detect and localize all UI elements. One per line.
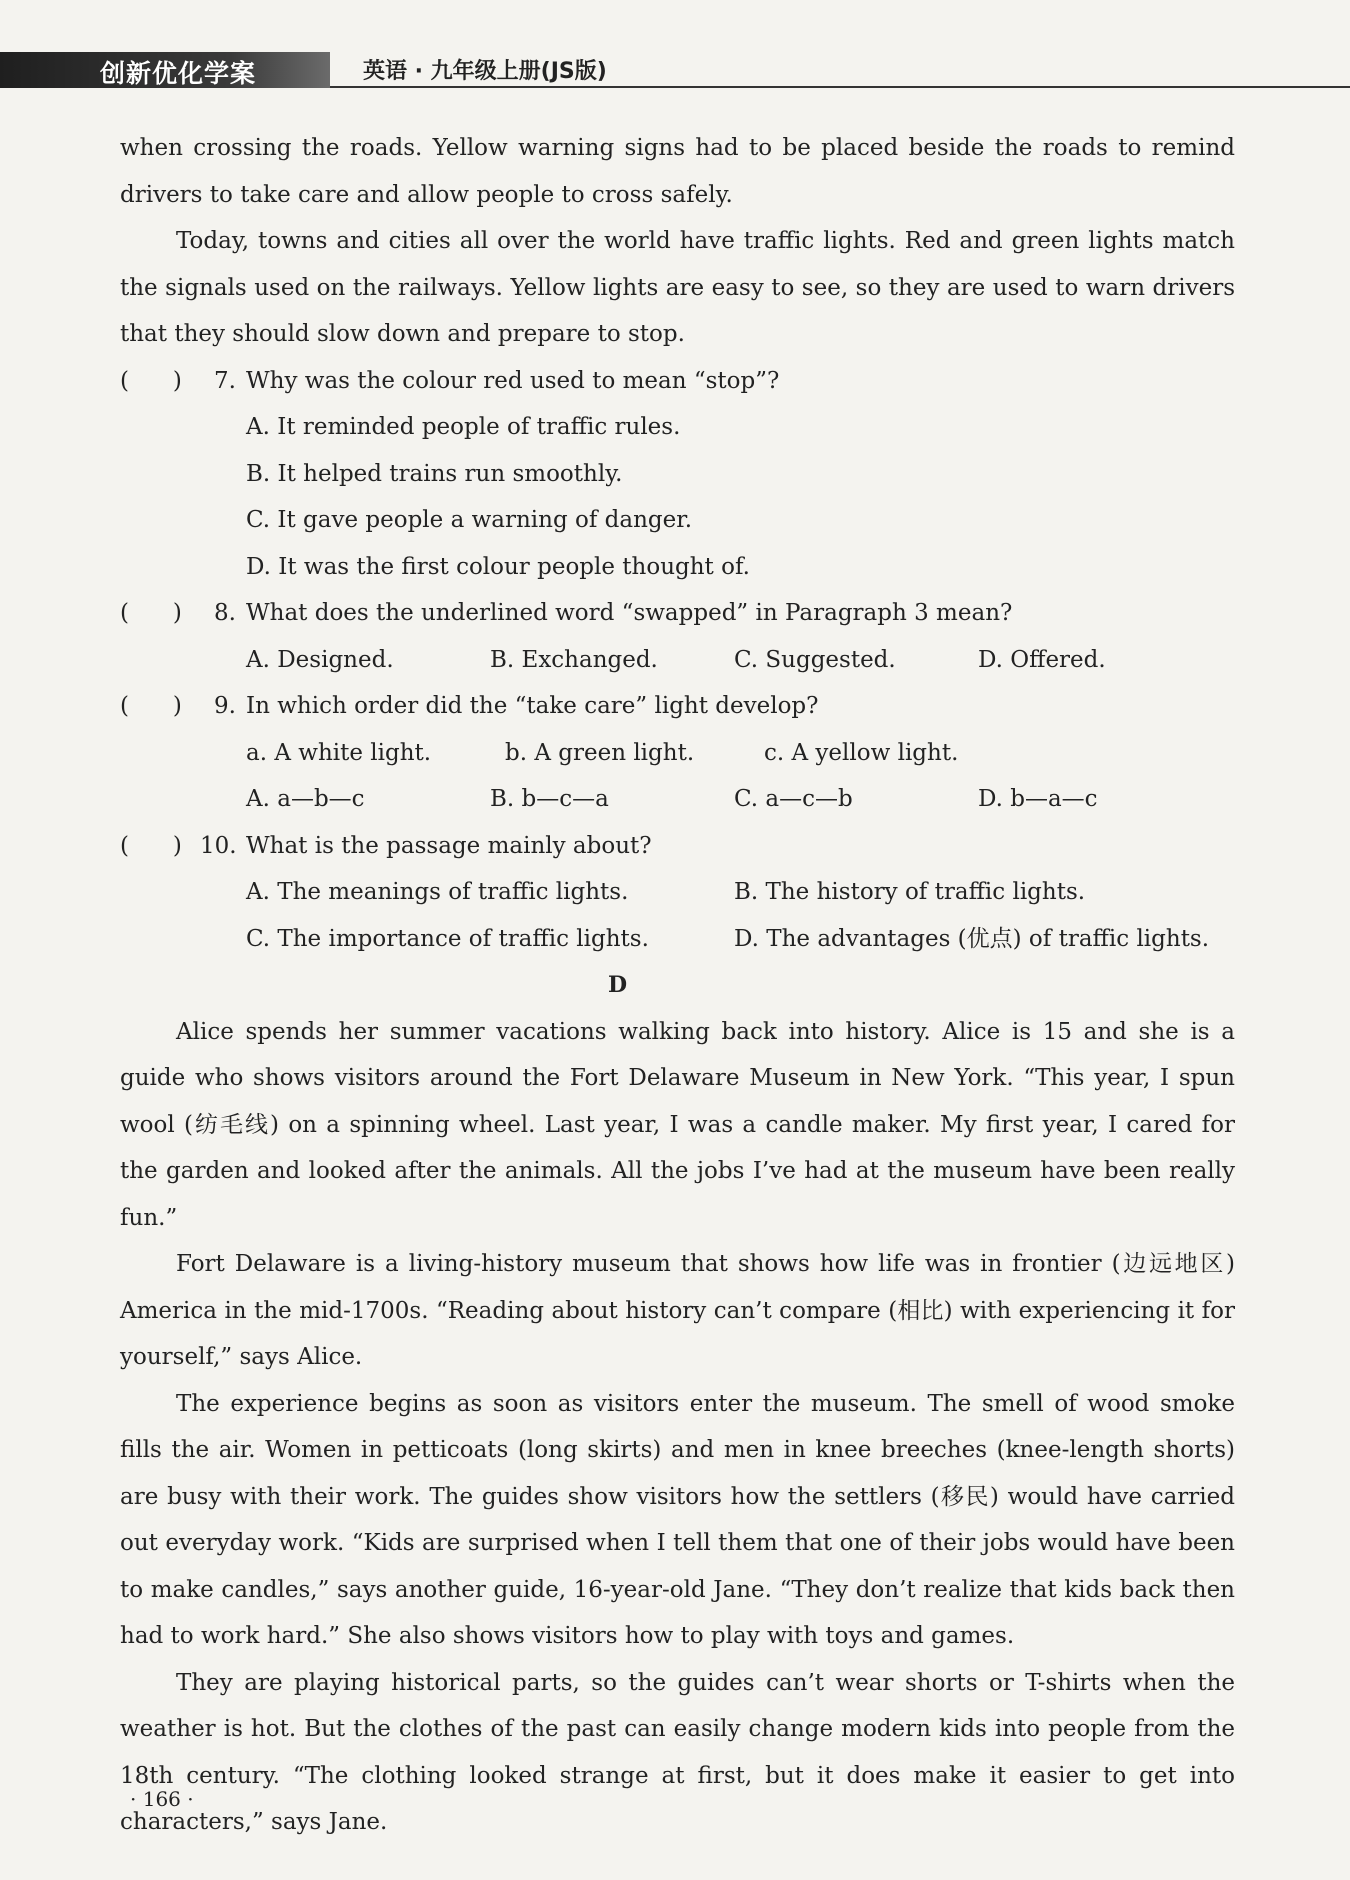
option-a: A. It reminded people of traffic rules. (246, 414, 681, 440)
passage-c-paragraph: Today, towns and cities all over the world have traffic lights. Red and green lights match the signals used on the railways. Yellow lights are easy to see, so they are used to warn drivers that they should slow down and prepare to stop. (120, 228, 1235, 347)
option-b: B. It helped trains run smoothly. (246, 460, 623, 487)
question-number: 10. (200, 832, 237, 859)
item-row (120, 730, 1235, 777)
option-b: B. Exchanged. (490, 646, 658, 673)
option-c: C. Suggested. (734, 646, 896, 673)
option-b: B. The history of traffic lights. (734, 879, 1086, 905)
passage-d-paragraph: The experience begins as soon as visitors enter the museum. The smell of wood smoke fills the air. Women in petticoats (long skirts) and men in knee breeches (knee-length shorts) are busy with their work. The guides show visitors how the settlers (移民) would have carried out everyday work. “Kids are surprised when I tell them that one of their jobs would have been to make candles,” says another guide, 16-year-old Jane. “They don’t realize that kids back then had to work hard.” She also shows visitors how to play with toys and games. (120, 1390, 1235, 1649)
option-c: C. It gave people a warning of danger. (246, 507, 693, 533)
item-a: a. A white light. (246, 739, 432, 766)
question-number: 7. (214, 367, 236, 394)
question-9 (120, 683, 1235, 730)
question-number: 9. (214, 693, 236, 719)
option-row (120, 544, 1235, 591)
brand-logo-text: 创新优化学案 (100, 59, 257, 88)
option-a: A. The meanings of traffic lights. (246, 879, 629, 905)
option-b: B. b—c—a (490, 786, 609, 812)
option-d: D. Offered. (978, 646, 1106, 673)
answer-blank[interactable]: ( ) (120, 832, 182, 859)
page-header (0, 52, 1350, 92)
passage-c-paragraph: when crossing the roads. Yellow warning signs had to be placed beside the roads to remind drivers to take care and allow people to cross safely. (120, 135, 1235, 208)
passage-d-paragraph: Alice spends her summer vacations walking back into history. Alice is 15 and she is a guide who shows visitors around the Fort Delaware Museum in New York. “This year, I spun wool (纺毛线) on a spinning wheel. Last year, I was a candle maker. My first year, I cared for the garden and looked after the animals. All the jobs I’ve had at the museum have been really fun.” (120, 1018, 1235, 1231)
page-content (120, 125, 1235, 1846)
answer-blank[interactable]: ( ) (120, 367, 182, 394)
option-a: A. a—b—c (246, 786, 365, 812)
item-b: b. A green light. (505, 739, 695, 766)
passage-d-paragraph: Fort Delaware is a living-history museum that shows how life was in frontier (边远地区) America in the mid-1700s. “Reading about history can’t compare (相比) with experiencing it for yourself,” says Alice. (120, 1251, 1235, 1370)
option-c: C. The importance of traffic lights. (246, 925, 649, 952)
question-7 (120, 358, 1235, 405)
option-d: D. b—a—c (978, 786, 1098, 812)
question-text: Why was the colour red used to mean “stop”? (246, 367, 780, 394)
question-number: 8. (214, 600, 236, 626)
option-d: D. The advantages (优点) of traffic lights. (734, 925, 1210, 952)
answer-blank[interactable]: ( ) (120, 600, 182, 626)
option-row (120, 497, 1235, 544)
header-rule (330, 86, 1350, 88)
item-c: c. A yellow light. (764, 739, 959, 766)
question-8 (120, 590, 1235, 637)
option-row (120, 637, 1235, 684)
option-a: A. Designed. (246, 646, 394, 673)
option-row (120, 451, 1235, 498)
question-10 (120, 823, 1235, 870)
passage-d-paragraph: They are playing historical parts, so the guides can’t wear shorts or T-shirts when the weather is hot. But the clothes of the past can easily change modern kids into people from the 18th century. “The clothing looked strange at first, but it does make it easier to get into characters,” says Jane. (120, 1669, 1235, 1835)
answer-blank[interactable]: ( ) (120, 693, 182, 719)
question-text: What does the underlined word “swapped” in Paragraph 3 mean? (246, 600, 1013, 626)
option-c: C. a—c—b (734, 786, 853, 812)
question-text: In which order did the “take care” light develop? (246, 693, 819, 719)
book-title: 英语 · 九年级上册(JS版) (363, 59, 607, 84)
option-row (120, 869, 1235, 916)
section-title: D (607, 972, 628, 998)
question-text: What is the passage mainly about? (246, 832, 652, 859)
page-number: · 166 · (130, 1787, 194, 1811)
option-row (120, 776, 1235, 823)
option-row (120, 916, 1235, 963)
option-row (120, 404, 1235, 451)
option-d: D. It was the first colour people thought of. (246, 553, 750, 580)
